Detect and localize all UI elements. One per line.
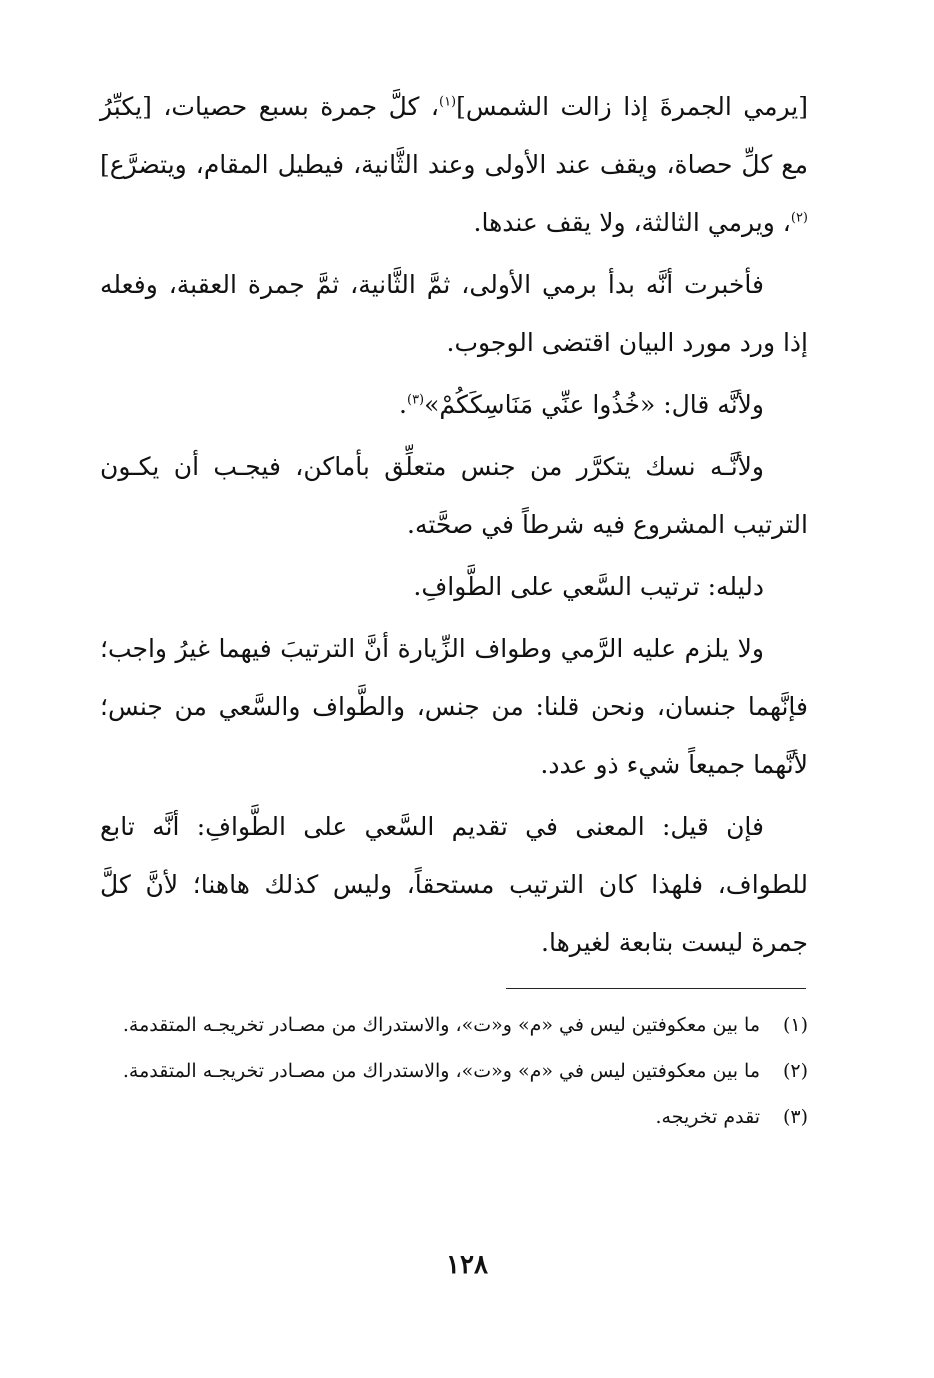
paragraph-1-part-c: ، ويرمي الثالثة، ولا يقف عندها.	[473, 208, 791, 237]
footnote-separator	[506, 988, 806, 989]
footnote-2	[100, 1050, 808, 1092]
footnotes	[100, 1004, 808, 1142]
paragraph-3-part-a: ولأنَّه قال: «خُذُوا عنِّي مَنَاسِكَكُمْ»	[424, 390, 764, 419]
footnote-text: ما بين معكوفتين ليس في «م» و«ت»، والاستدراك من مصـادر تخريجـه المتقدمة.	[122, 1060, 760, 1082]
paragraph-1	[100, 78, 808, 252]
paragraph-3-part-b: .	[399, 390, 407, 419]
footnote-text: ما بين معكوفتين ليس في «م» و«ت»، والاستدراك من مصـادر تخريجـه المتقدمة.	[122, 1014, 760, 1036]
footnote-1	[100, 1004, 808, 1046]
footnote-3	[100, 1096, 808, 1138]
paragraph-1-part-a: [يرمي الجمرةَ إذا زالت الشمس]	[456, 92, 808, 121]
paragraph-4: ولأنَّـه نسك يتكرَّر من جنس متعلِّق بأماكن، فيجـب أن يكـون الترتيب المشروع فيه شرطاً في صحَّته.	[100, 452, 808, 539]
paragraph-3	[100, 376, 808, 434]
footnote-ref-2[interactable]: (٢)	[790, 210, 808, 226]
paragraph-7: فإن قيل: المعنى في تقديم السَّعي على الطَّوافِ: أنَّه تابع للطواف، فلهذا كان الترتيب مستحقاً، وليس كذلك هاهنا؛ لأنَّ كلَّ جمرة ليست بتابعة لغيرها.	[100, 812, 808, 957]
page-number: ١٢٨	[446, 1250, 488, 1280]
paragraph-1-part-b: ، كلَّ جمرة بسبع حصيات، [يكبِّرُ مع كلِّ حصاة، ويقف عند الأولى وعند الثَّانية، فيطيل المقام، ويتضرَّع]	[100, 92, 808, 179]
paragraph-5: دليله: ترتيب السَّعي على الطَّوافِ.	[413, 572, 764, 601]
paragraph-2: فأخبرت أنَّه بدأ برمي الأولى، ثمَّ الثَّانية، ثمَّ جمرة العقبة، وفعله إذا ورد مورد البيان اقتضى الوجوب.	[100, 270, 808, 357]
footnote-text: تقدم تخريجه.	[655, 1106, 760, 1128]
footnote-number: (٣)	[782, 1106, 808, 1128]
paragraph-6: ولا يلزم عليه الرَّمي وطواف الزِّيارة أنَّ الترتيبَ فيهما غيرُ واجب؛ فإنَّهما جنسان، ونحن قلنا: من جنس، والطَّواف والسَّعي من جنس؛ لأنَّهما جميعاً شيء ذو عدد.	[100, 634, 808, 779]
footnote-number: (١)	[782, 1014, 808, 1036]
footnote-number: (٢)	[782, 1060, 808, 1082]
footnote-ref-1[interactable]: (١)	[438, 94, 457, 110]
footnote-ref-3[interactable]: (٣)	[406, 392, 425, 408]
main-text	[100, 78, 808, 972]
